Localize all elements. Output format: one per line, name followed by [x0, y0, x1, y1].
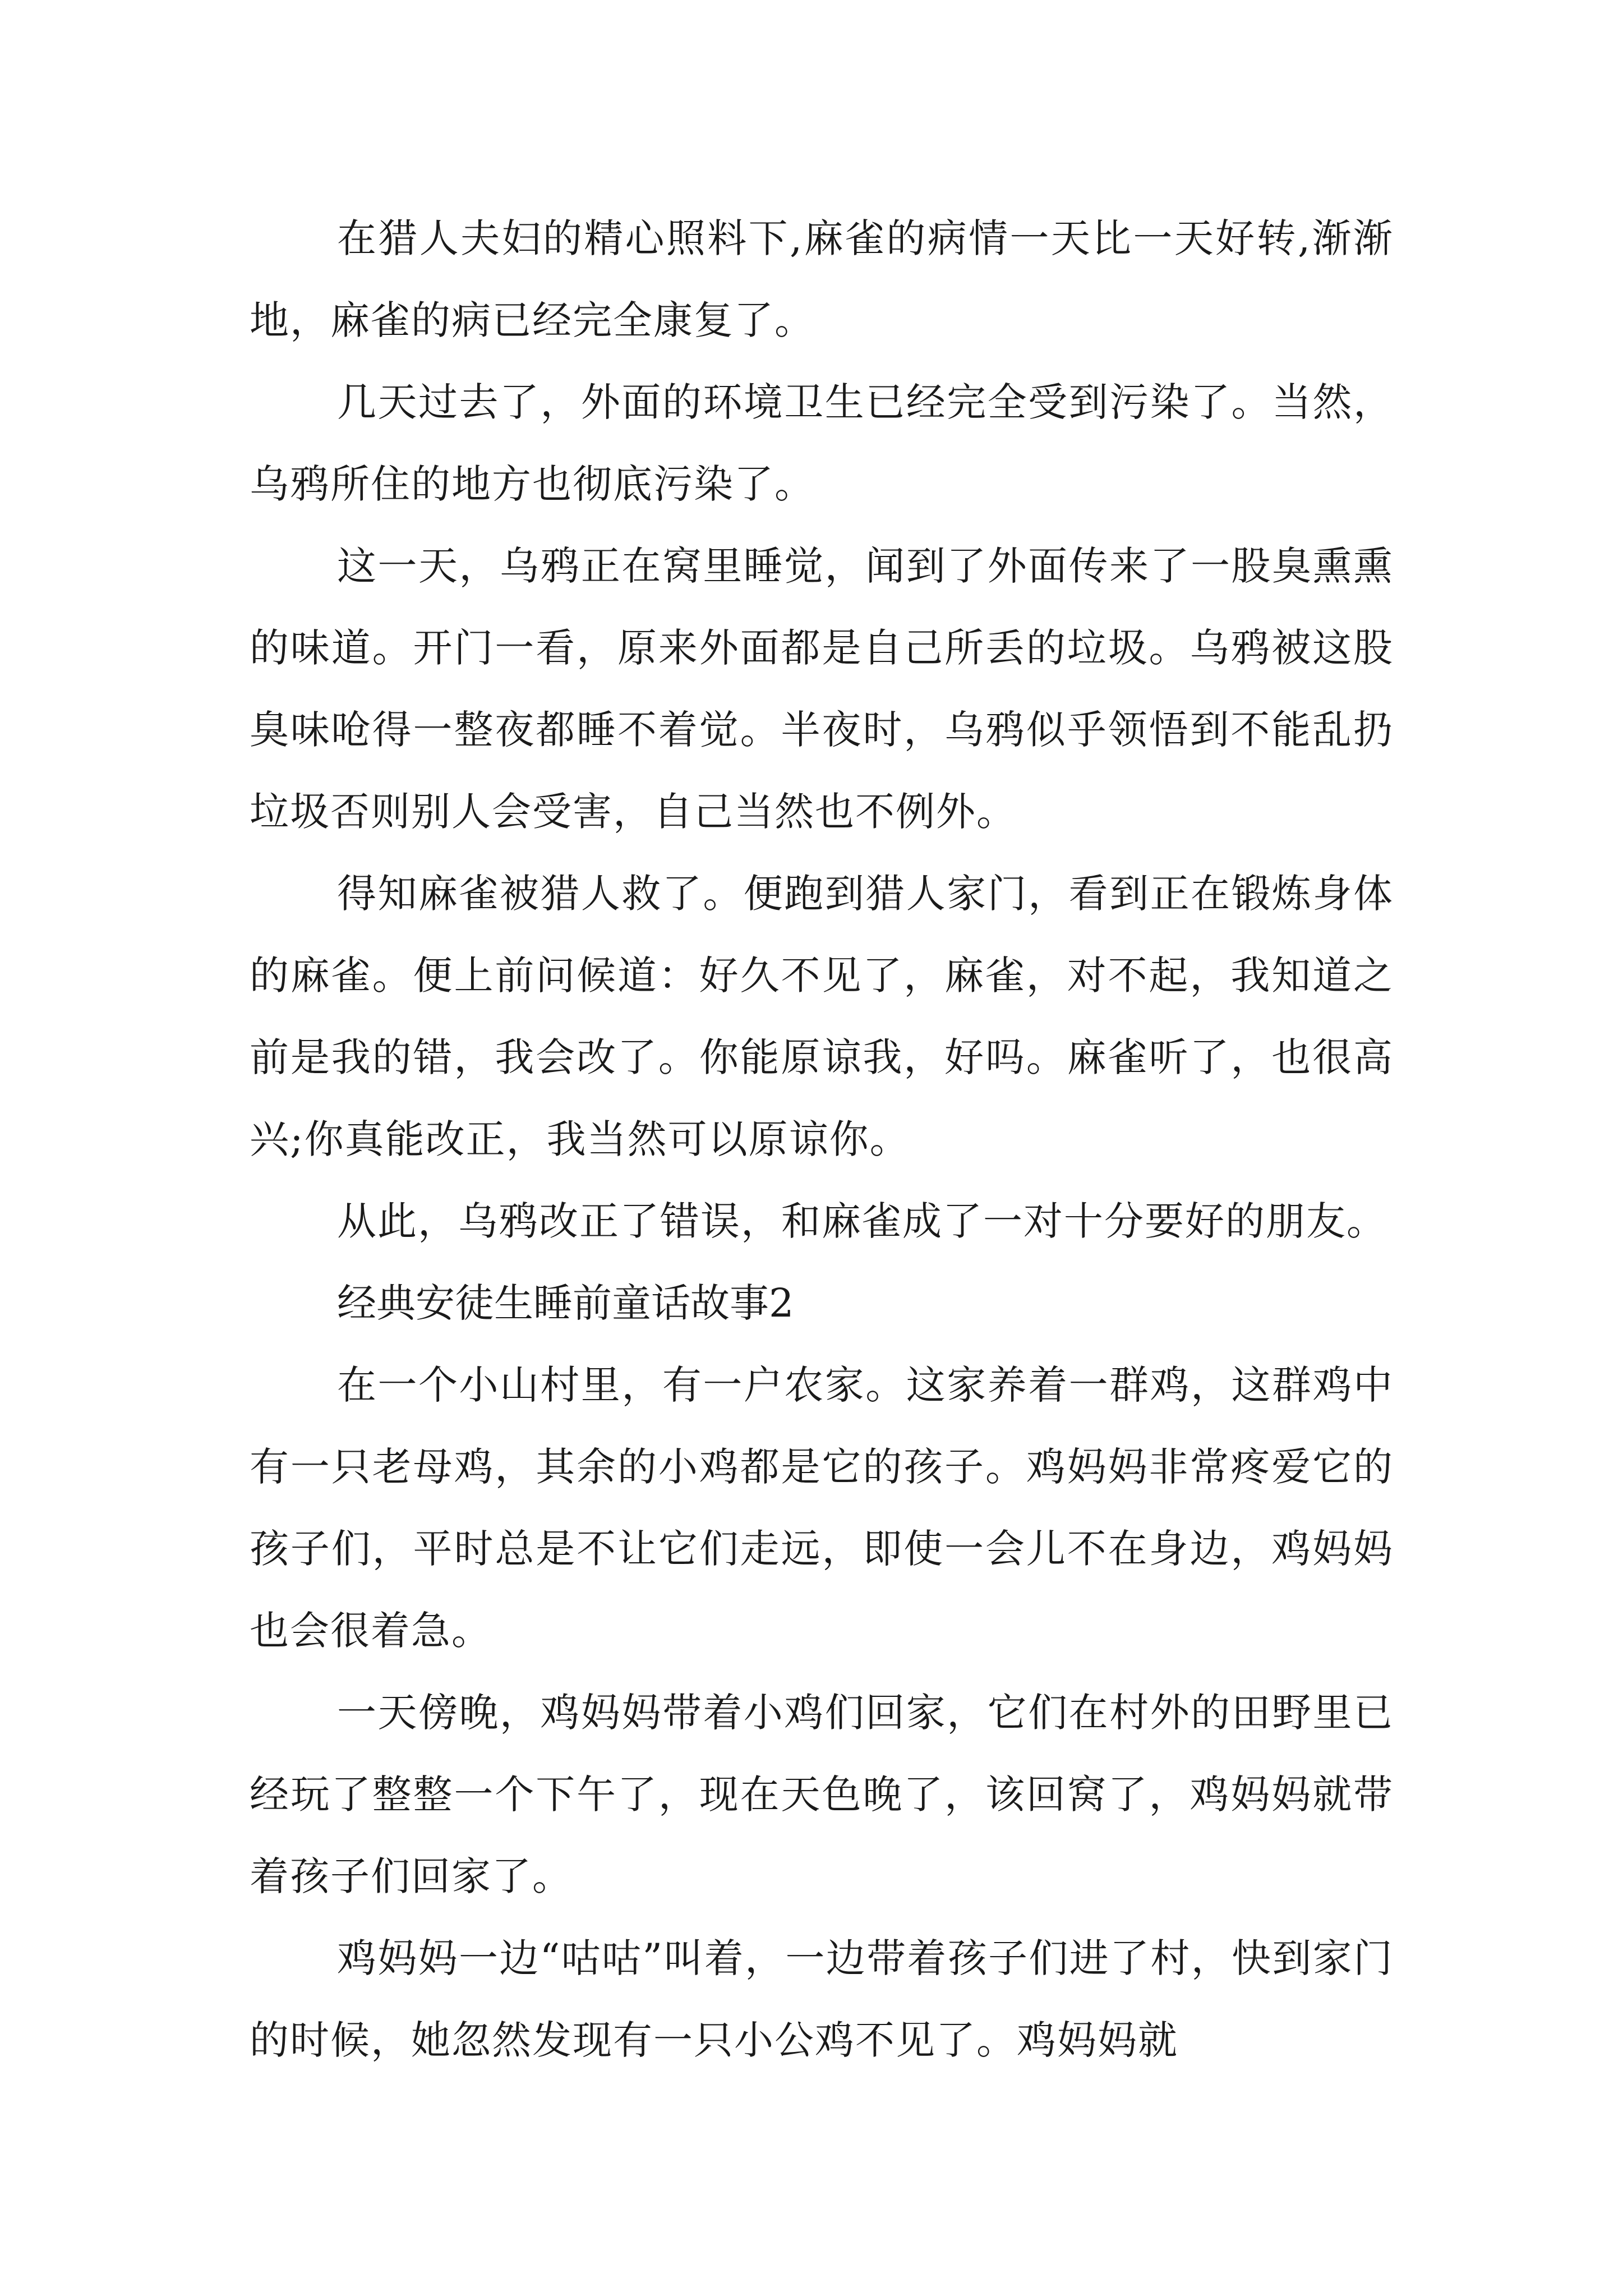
paragraph: 在一个小山村里，有一户农家。这家养着一群鸡，这群鸡中有一只老母鸡，其余的小鸡都是它的孩子。鸡妈妈非常疼爱它的孩子们，平时总是不让它们走远，即使一会儿不在身边，鸡妈妈也会很着急。 [250, 1362, 1394, 1654]
paragraph: 从此，乌鸦改正了错误，和麻雀成了一对十分要好的朋友。 [337, 1198, 1387, 1244]
section-title: 经典安徒生睡前童话故事2 [337, 1280, 794, 1326]
paragraph: 这一天，乌鸦正在窝里睡觉，闻到了外面传来了一股臭熏熏的味道。开门一看，原来外面都是自己所丢的垃圾。乌鸦被这股臭味呛得一整夜都睡不着觉。半夜时，乌鸦似乎领悟到不能乱扔垃圾否则别人会受害，自己当然也不例外。 [250, 543, 1394, 835]
paragraph: 在猎人夫妇的精心照料下,麻雀的病情一天比一天好转,渐渐地，麻雀的病已经完全康复了。 [250, 215, 1394, 343]
document-body [250, 197, 1394, 2081]
paragraph: 得知麻雀被猎人救了。便跑到猎人家门，看到正在锻炼身体的麻雀。便上前问候道：好久不见了，麻雀，对不起，我知道之前是我的错，我会改了。你能原谅我，好吗。麻雀听了，也很高兴;你真能改正，我当然可以原谅你。 [250, 871, 1394, 1162]
paragraph: 几天过去了，外面的环境卫生已经完全受到污染了。当然，乌鸦所住的地方也彻底污染了。 [250, 379, 1394, 507]
paragraph: 一天傍晚，鸡妈妈带着小鸡们回家，它们在村外的田野里已经玩了整整一个下午了，现在天色晚了，该回窝了，鸡妈妈就带着孩子们回家了。 [250, 1690, 1394, 1899]
paragraph: 鸡妈妈一边“咕咕”叫着，一边带着孩子们进了村，快到家门的时候，她忽然发现有一只小公鸡不见了。鸡妈妈就 [250, 1935, 1394, 2063]
